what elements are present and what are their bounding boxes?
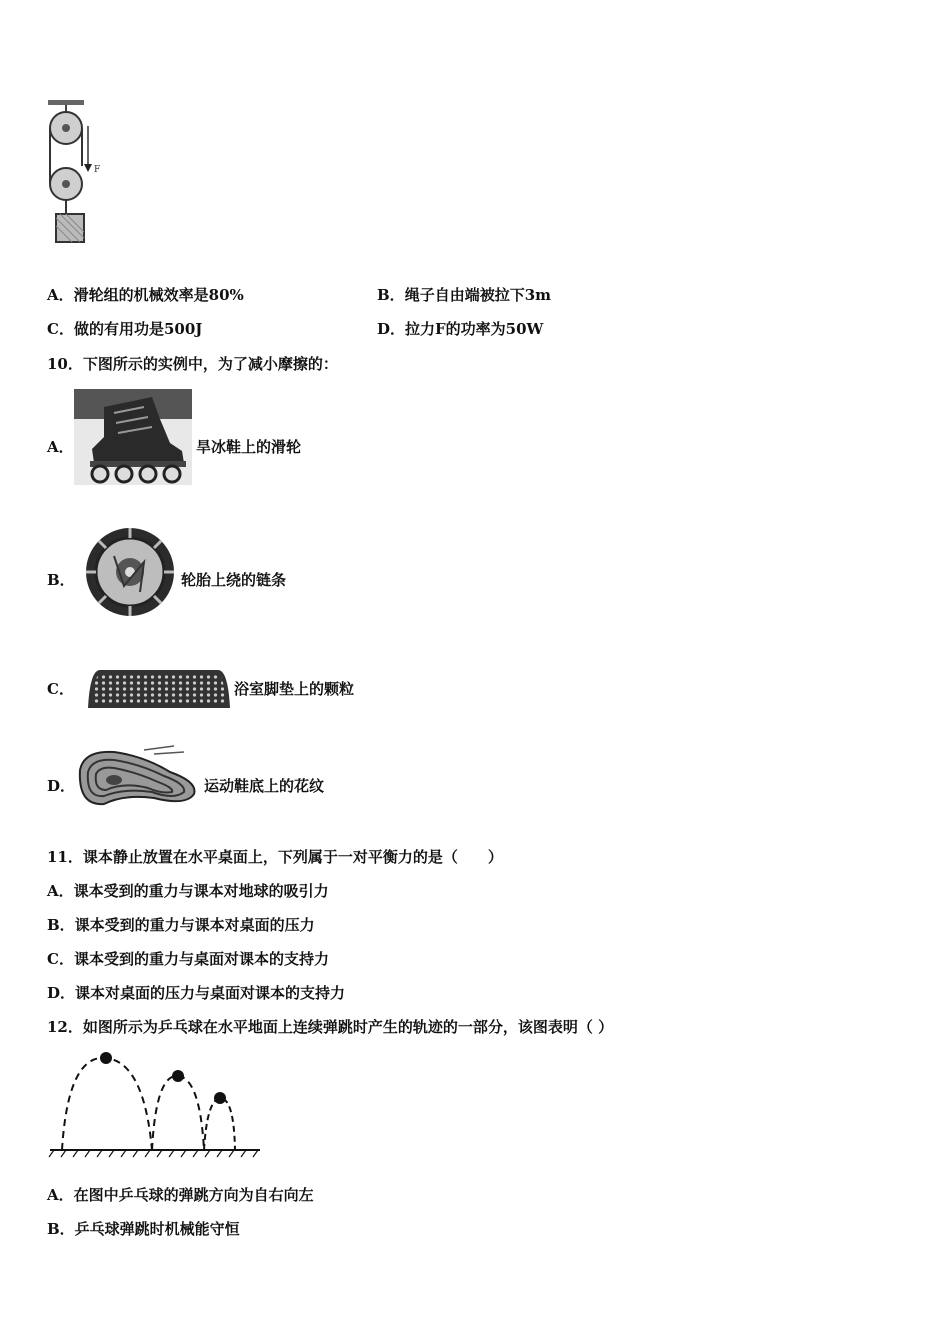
roller-skate-image	[74, 389, 192, 485]
q10-option-b-text: 轮胎上绕的链条	[181, 571, 287, 589]
chained-tire-image	[84, 526, 176, 618]
q9-option-a-letter: A．	[47, 286, 74, 304]
q9-option-a	[47, 285, 244, 305]
q9-option-c-text: 做的有用功是500J	[73, 320, 203, 338]
q9-option-c-letter: C．	[47, 320, 74, 338]
q9-option-c	[47, 319, 202, 339]
q10-option-d-text: 运动鞋底上的花纹	[204, 777, 325, 795]
ball-3	[214, 1092, 226, 1104]
q9-option-a-text: 滑轮组的机械效率是80%	[73, 286, 244, 304]
ball-1	[100, 1052, 112, 1064]
q9-option-b-letter: B．	[377, 286, 405, 304]
shoe-sole-image	[74, 742, 202, 808]
bounce-arc-3	[204, 1098, 235, 1150]
q12-option-b: B．乒乓球弹跳时机械能守恒	[47, 1220, 240, 1238]
q11-option-b: B．课本受到的重力与课本对桌面的压力	[47, 916, 315, 934]
q9-option-b	[377, 285, 551, 305]
ground-hatching	[49, 1150, 258, 1157]
q10-option-b-letter: B．	[47, 571, 75, 589]
ball-2	[172, 1070, 184, 1082]
q11-option-a: A．课本受到的重力与课本对地球的吸引力	[47, 882, 329, 900]
q10-option-c-letter: C．	[47, 680, 74, 698]
bounce-arc-1	[62, 1058, 152, 1150]
q9-option-d	[377, 319, 543, 339]
q12-stem: 12．如图所示为乒乓球在水平地面上连续弹跳时产生的轨迹的一部分，该图表明（ ）	[47, 1018, 614, 1036]
q9-option-d-text: 拉力F的功率为50W	[405, 320, 544, 338]
q10-option-a-letter: A．	[47, 438, 74, 456]
q12-option-a: A．在图中乒乓球的弹跳方向为自右向左	[47, 1186, 314, 1204]
q9-option-d-letter: D．	[377, 320, 406, 338]
q10-option-a-text: 旱冰鞋上的滑轮	[196, 438, 302, 456]
q11-option-d: D．课本对桌面的压力与桌面对课本的支持力	[47, 984, 346, 1002]
q11-option-c: C．课本受到的重力与桌面对课本的支持力	[47, 950, 329, 968]
bath-mat-image	[86, 668, 232, 710]
q10-option-c-text: 浴室脚垫上的颗粒	[234, 680, 355, 698]
q11-stem: 11．课本静止放置在水平桌面上，下列属于一对平衡力的是（ ）	[47, 848, 503, 866]
bouncing-ball-trajectory-figure	[44, 1044, 264, 1162]
force-label: F	[94, 165, 101, 175]
q10-option-d-letter: D．	[47, 777, 76, 795]
q10-stem: 10．下图所示的实例中，为了减小摩擦的：	[47, 355, 338, 373]
pulley-system-figure	[44, 96, 106, 248]
q9-option-b-text: 绳子自由端被拉下3m	[404, 286, 551, 304]
bounce-arc-2	[152, 1076, 204, 1150]
